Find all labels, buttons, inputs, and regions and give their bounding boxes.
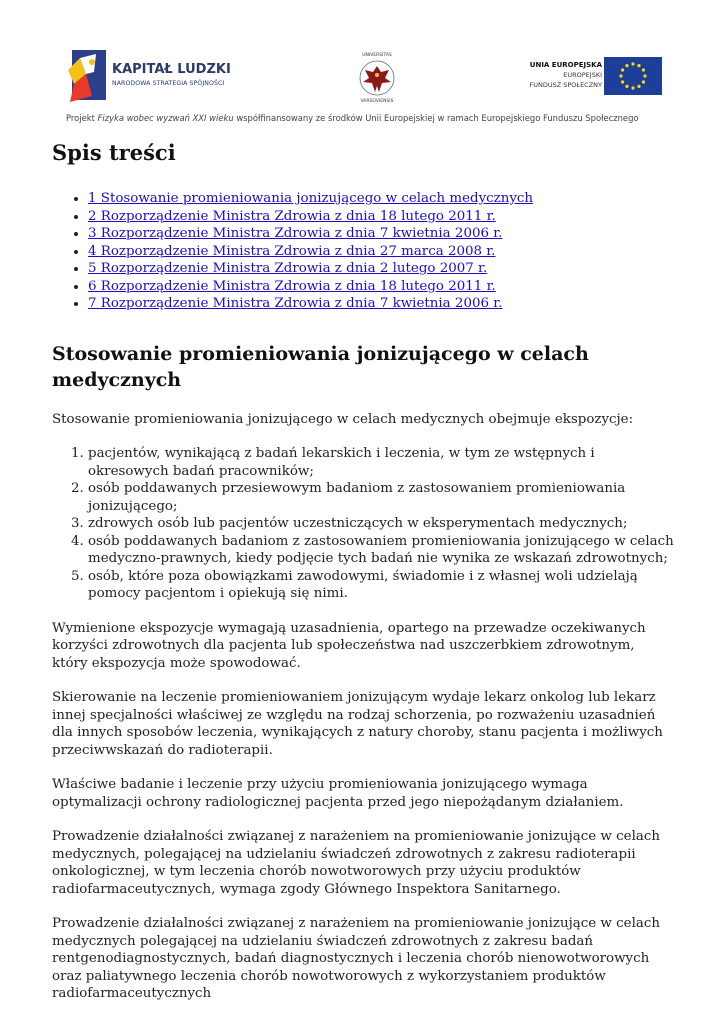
eagle-emblem-icon bbox=[355, 58, 399, 102]
toc-item bbox=[88, 278, 674, 296]
toc-link-6[interactable]: 6 Rozporządzenie Ministra Zdrowia z dnia 18 lutego 2011 r. bbox=[88, 278, 496, 294]
page-header bbox=[0, 0, 725, 123]
toc-item bbox=[88, 243, 674, 261]
toc-item bbox=[88, 225, 674, 243]
eu-logo-text bbox=[529, 60, 602, 90]
paragraph: Prowadzenie działalności związanej z narażeniem na promieniowanie jonizujące w celach medycznych polegającej na udzielaniu świadczeń zdrowotnych z zakresu badań rentgenodiagnostycznych, badań diagnostycznych i leczenia chorób nienowotworowych oraz paliatywnego leczenia chorób nowotworowych z wykorzystaniem produktów radiofarmaceutycznych bbox=[52, 916, 660, 1001]
project-prefix: Projekt bbox=[66, 113, 98, 123]
eu-line2: EUROPEJSKI bbox=[563, 71, 602, 79]
toc-link-4[interactable]: 4 Rozporządzenie Ministra Zdrowia z dnia 27 marca 2008 r. bbox=[88, 243, 496, 259]
toc-item bbox=[88, 190, 674, 208]
eu-logo bbox=[510, 57, 662, 97]
toc-item bbox=[88, 295, 674, 313]
paragraph: Właściwe badanie i leczenie przy użyciu promieniowania jonizującego wymaga optymalizacji ochrony radiologicznej pacjenta przed jego niepożądanym działaniem. bbox=[52, 777, 624, 810]
project-title: Fizyka wobec wyzwań XXI wieku bbox=[97, 113, 234, 123]
kapital-ludzki-logo bbox=[66, 50, 231, 105]
table-of-contents bbox=[52, 190, 674, 313]
list-item: 5. osób, które poza obowiązkami zawodowymi, świadomie i z własnej woli udzielają pomocy pacjentom i opiekują się nimi. bbox=[88, 568, 674, 603]
eu-line3: FUNDUSZ SPOŁECZNY bbox=[529, 81, 602, 89]
uw-logo-top-text: UNIVERSITAS bbox=[362, 53, 392, 58]
toc-link-7[interactable]: 7 Rozporządzenie Ministra Zdrowia z dnia 7 kwietnia 2006 r. bbox=[88, 296, 503, 311]
paragraph: Prowadzenie działalności związanej z narażeniem na promieniowanie jonizujące w celach medycznych, polegającej na udzielaniu świadczeń zdrowotnych z zakresu radioterapii onkologicznej, w tym leczenia chorób nowotworowych przy użyciu produktów radiofarmaceutycznych, wymaga zgody Głównego Inspektora Sanitarnego. bbox=[52, 829, 660, 897]
list-item: 2. osób poddawanych przesiewowym badaniom z zastosowaniem promieniowania jonizującego; bbox=[88, 480, 674, 515]
paragraph: Wymienione ekspozycje wymagają uzasadnienia, opartego na przewadze oczekiwanych korzyści zdrowotnych dla pacjenta lub społeczeństwa nad uszczerbkiem zdrowotnym, który ekspozycja może spowodować. bbox=[52, 620, 646, 671]
uw-logo-bottom-text: VARSOVIENSIS bbox=[360, 99, 394, 104]
university-warsaw-logo bbox=[355, 55, 399, 105]
eu-line1: UNIA EUROPEJSKA bbox=[529, 61, 602, 69]
toc-title: Spis treści bbox=[52, 140, 176, 165]
section-intro: Stosowanie promieniowania jonizującego w celach medycznych obejmuje ekspozycje: bbox=[52, 411, 634, 427]
exposure-list bbox=[52, 445, 674, 603]
list-item: 1. pacjentów, wynikającą z badań lekarskich i leczenia, w tym ze wstępnych i okresowych badań pracowników; bbox=[88, 445, 674, 480]
list-item: 3. zdrowych osób lub pacjentów uczestniczących w eksperymentach medycznych; bbox=[88, 515, 674, 533]
eu-flag-icon bbox=[604, 57, 662, 95]
paragraph: Skierowanie na leczenie promieniowaniem jonizującym wydaje lekarz onkolog lub lekarz innej specjalności właściwej ze względu na rodzaj schorzenia, po rozważeniu uzasadnień dla innych sposobów leczenia, wynikających z natury choroby, stanu pacjenta i możliwych przeciwwskazań do radioterapii. bbox=[52, 690, 663, 758]
kapital-ludzki-subtitle: NARODOWA STRATEGIA SPÓJNOŚCI bbox=[112, 80, 225, 87]
toc-link-3[interactable]: 3 Rozporządzenie Ministra Zdrowia z dnia 7 kwietnia 2006 r. bbox=[88, 226, 503, 241]
toc-link-5[interactable]: 5 Rozporządzenie Ministra Zdrowia z dnia 2 lutego 2007 r. bbox=[88, 261, 488, 276]
project-funding-line bbox=[66, 113, 639, 123]
toc-link-2[interactable]: 2 Rozporządzenie Ministra Zdrowia z dnia 18 lutego 2011 r. bbox=[88, 208, 496, 224]
main-content bbox=[52, 138, 674, 1020]
toc-item bbox=[88, 208, 674, 226]
project-suffix: współfinansowany ze środków Unii Europejskiej w ramach Europejskiego Funduszu Społecznego bbox=[233, 113, 639, 123]
toc-link-1[interactable]: 1 Stosowanie promieniowania jonizującego w celach medycznych bbox=[88, 191, 534, 206]
kapital-ludzki-title: KAPITAŁ LUDZKI bbox=[112, 62, 231, 77]
kapital-ludzki-emblem-icon bbox=[66, 50, 110, 105]
toc-item bbox=[88, 260, 674, 278]
list-item: 4. osób poddawanych badaniom z zastosowaniem promieniowania jonizującego w celach medyczno-prawnych, kiedy podjęcie tych badań nie wynika ze wskazań zdrowotnych; bbox=[88, 533, 674, 568]
section-title: Stosowanie promieniowania jonizującego w celach medycznych bbox=[52, 342, 589, 391]
